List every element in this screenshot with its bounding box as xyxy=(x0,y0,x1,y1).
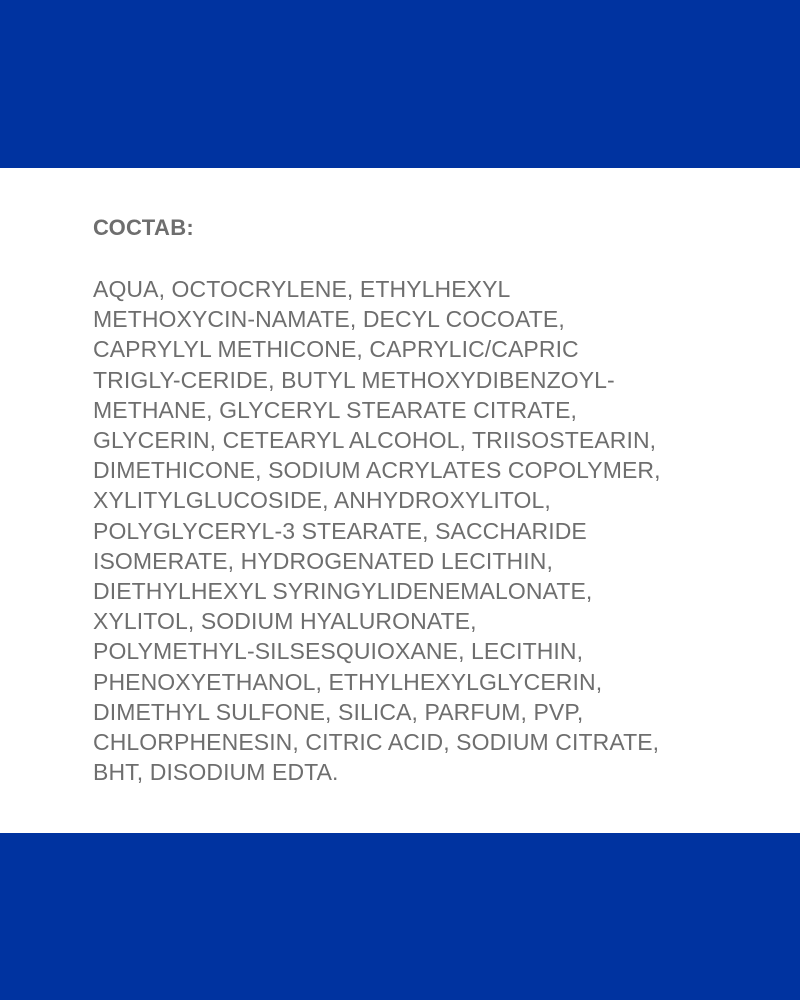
ingredients-line: AQUA, OCTOCRYLENE, ETHYLHEXYL xyxy=(93,276,511,302)
ingredients-line: ISOMERATE, HYDROGENATED LECITHIN, xyxy=(93,547,553,574)
ingredients-line: DIETHYLHEXYL SYRINGYLIDENEMALONATE, xyxy=(93,578,593,605)
ingredients-line: DIMETHICONE, SODIUM ACRYLATES COPOLYMER, xyxy=(93,457,661,484)
ingredients-line: GLYCERIN, CETEARYL ALCOHOL, TRIISOSTEARIN, xyxy=(93,427,657,454)
ingredients-line: XYLITYLGLUCOSIDE, ANHYDROXYLITOL, xyxy=(93,487,551,514)
top-blue-band xyxy=(0,0,800,168)
composition-heading: СОСТАВ: xyxy=(93,215,195,240)
ingredients-line: TRIGLY-CERIDE, BUTYL METHOXYDIBENZOYL- xyxy=(93,366,615,393)
ingredients-line: XYLITOL, SODIUM HYALURONATE, xyxy=(93,608,477,635)
ingredients-line: CAPRYLYL METHICONE, CAPRYLIC/CAPRIC xyxy=(93,336,579,363)
ingredients-line: DIMETHYL SULFONE, SILICA, PARFUM, PVP, xyxy=(93,698,584,725)
ingredients-line: POLYGLYCERYL-3 STEARATE, SACCHARIDE xyxy=(93,517,587,544)
ingredients-line: CHLORPHENESIN, CITRIC ACID, SODIUM CITRATE, xyxy=(93,729,660,756)
ingredients-line: METHANE, GLYCERYL STEARATE CITRATE, xyxy=(93,396,578,423)
ingredients-line: POLYMETHYL-SILSESQUIOXANE, LECITHIN, xyxy=(93,638,584,665)
ingredients-line: METHOXYCIN-NAMATE, DECYL COCOATE, xyxy=(93,306,565,333)
ingredients-list xyxy=(93,274,733,787)
bottom-blue-band xyxy=(0,833,800,1000)
ingredients-line: BHT, DISODIUM EDTA. xyxy=(93,759,339,786)
ingredients-line: PHENOXYETHANOL, ETHYLHEXYLGLYCERIN, xyxy=(93,668,603,695)
